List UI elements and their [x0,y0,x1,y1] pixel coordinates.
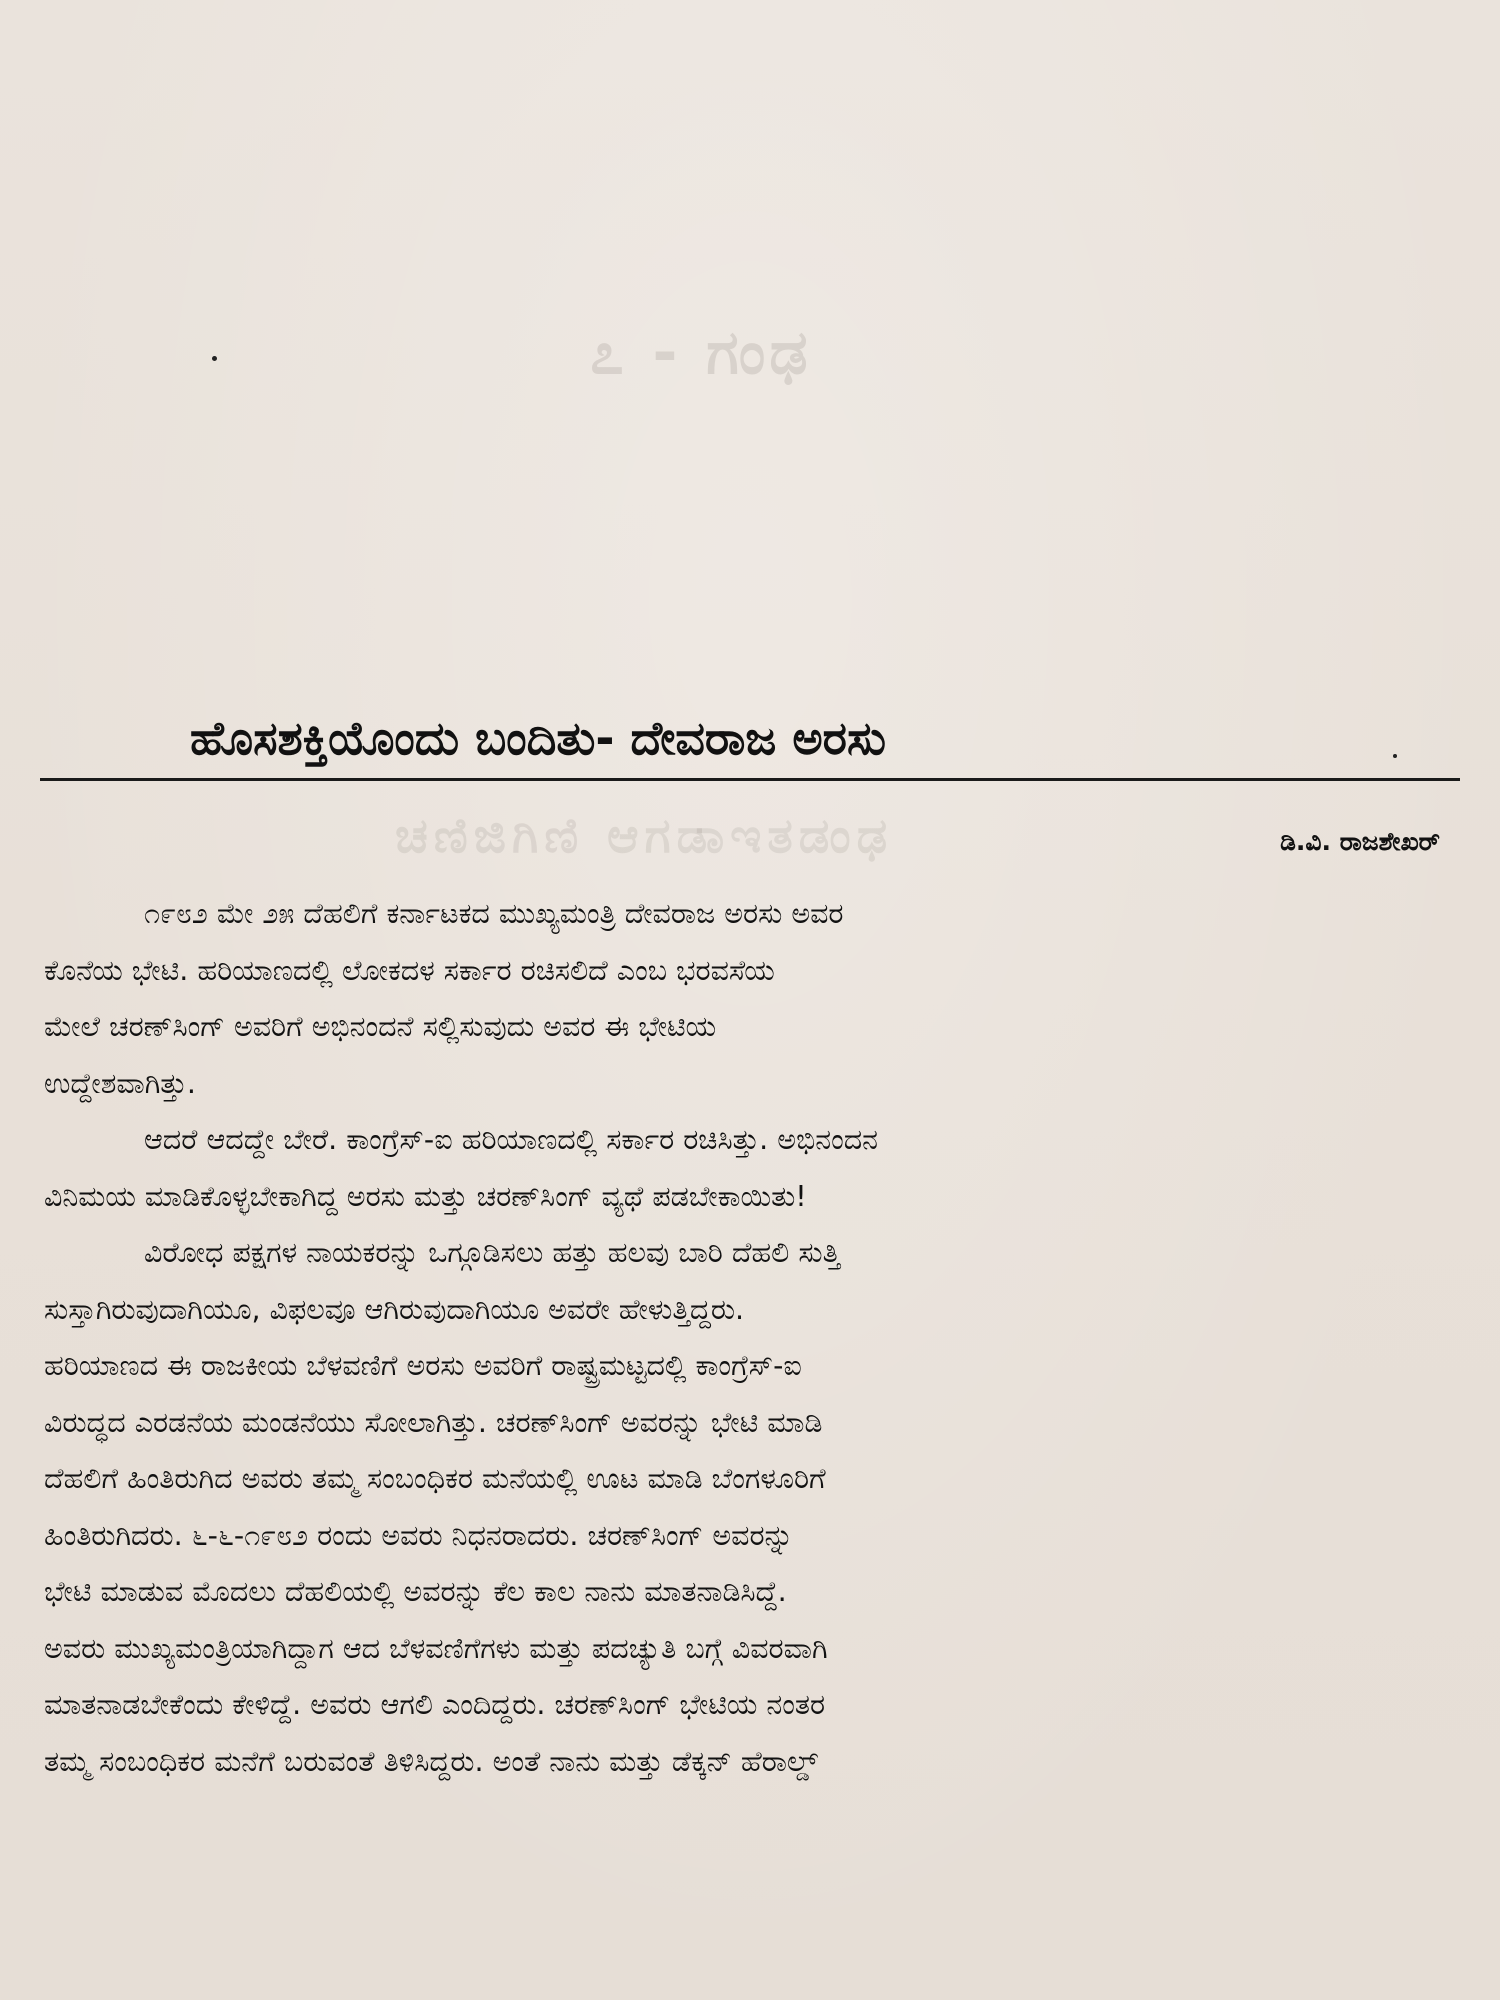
show-through-heading: ೭ - ಗಂಢ [590,318,812,388]
paragraph-3-line: ಭೇಟಿ ಮಾಡುವ ಮೊದಲು ದೆಹಲಿಯಲ್ಲಿ ಅವರನ್ನು ಕೆಲ ಕಾಲ ನಾನು ಮಾತನಾಡಿಸಿದ್ದೆ. [44,1575,787,1608]
ink-speck [212,356,217,361]
author-byline: ಡಿ.ವಿ. ರಾಜಶೇಖರ್ [1280,827,1440,856]
paragraph-1-line: ಮೇಲೆ ಚರಣ್‌ಸಿಂಗ್ ಅವರಿಗೆ ಅಭಿನಂದನೆ ಸಲ್ಲಿಸುವುದು ಅವರ ಈ ಭೇಟಿಯ [44,1010,717,1043]
title-rule [40,778,1460,781]
paragraph-3-line: ಹರಿಯಾಣದ ಈ ರಾಜಕೀಯ ಬೆಳವಣಿಗೆ ಅರಸು ಅವರಿಗೆ ರಾಷ್ಟ್ರಮಟ್ಟದಲ್ಲಿ ಕಾಂಗ್ರೆಸ್-ಐ [44,1349,802,1382]
article-body [44,886,1460,1986]
paragraph-1-line: ೧೯೮೨ ಮೇ ೨೫ ದೆಹಲಿಗೆ ಕರ್ನಾಟಕದ ಮುಖ್ಯಮಂತ್ರಿ ದೇವರಾಜ ಅರಸು ಅವರ [144,897,844,930]
paragraph-3-line: ಮಾತನಾಡಬೇಕೆಂದು ಕೇಳಿದ್ದೆ. ಅವರು ಆಗಲಿ ಎಂದಿದ್ದರು. ಚರಣ್‌ಸಿಂಗ್ ಭೇಟಿಯ ನಂತರ [44,1688,826,1721]
paragraph-2-line: ವಿನಿಮಯ ಮಾಡಿಕೊಳ್ಳಬೇಕಾಗಿದ್ದ ಅರಸು ಮತ್ತು ಚರಣ್‌ಸಿಂಗ್ ವ್ಯಥೆ ಪಡಬೇಕಾಯಿತು! [44,1179,807,1213]
paragraph-1-line: ಕೊನೆಯ ಭೇಟಿ. ಹರಿಯಾಣದಲ್ಲಿ ಲೋಕದಳ ಸರ್ಕಾರ ರಚಿಸಲಿದೆ ಎಂಬ ಭರವಸೆಯ [44,953,775,987]
paragraph-3-line: ಅವರು ಮುಖ್ಯಮಂತ್ರಿಯಾಗಿದ್ದಾಗ ಆದ ಬೆಳವಣಿಗೆಗಳು ಮತ್ತು ಪದಚ್ಯುತಿ ಬಗ್ಗೆ ವಿವರವಾಗಿ [44,1631,828,1665]
ink-speck [1393,754,1397,758]
paragraph-2-line: ಆದರೆ ಆದದ್ದೇ ಬೇರೆ. ಕಾಂಗ್ರೆಸ್-ಐ ಹರಿಯಾಣದಲ್ಲಿ ಸರ್ಕಾರ ರಚಿಸಿತ್ತು. ಅಭಿನಂದನ [144,1123,878,1156]
paragraph-3-line: ದೆಹಲಿಗೆ ಹಿಂತಿರುಗಿದ ಅವರು ತಮ್ಮ ಸಂಬಂಧಿಕರ ಮನೆಯಲ್ಲಿ ಊಟ ಮಾಡಿ ಬೆಂಗಳೂರಿಗೆ [44,1462,826,1495]
paragraph-3-line: ತಮ್ಮ ಸಂಬಂಧಿಕರ ಮನೆಗೆ ಬರುವಂತೆ ತಿಳಿಸಿದ್ದರು. ಅಂತೆ ನಾನು ಮತ್ತು ಡೆಕ್ಕನ್ ಹೆರಾಲ್ಡ್ [44,1744,818,1778]
paragraph-3-line: ಹಿಂತಿರುಗಿದರು. ೬-೬-೧೯೮೨ ರಂದು ಅವರು ನಿಧನರಾದರು. ಚರಣ್‌ಸಿಂಗ್ ಅವರನ್ನು [44,1518,794,1552]
show-through-subheading: ಚಣಿಜಿಗಿಣಿ ಆಗಡಾಇತಡಂಢ [395,808,894,864]
paragraph-3-line: ವಿರುದ್ಧದ ಎರಡನೆಯ ಮಂಡನೆಯು ಸೋಲಾಗಿತ್ತು. ಚರಣ್‌ಸಿಂಗ್ ಅವರನ್ನು ಭೇಟಿ ಮಾಡಿ [44,1405,823,1439]
paragraph-3-line: ವಿರೋಧ ಪಕ್ಷಗಳ ನಾಯಕರನ್ನು ಒಗ್ಗೂಡಿಸಲು ಹತ್ತು ಹಲವು ಬಾರಿ ದೆಹಲಿ ಸುತ್ತಿ [144,1236,841,1269]
paragraph-3-line: ಸುಸ್ತಾಗಿರುವುದಾಗಿಯೂ, ವಿಫಲವೂ ಆಗಿರುವುದಾಗಿಯೂ ಅವರೇ ಹೇಳುತ್ತಿದ್ದರು. [44,1292,745,1326]
article-title: ಹೊಸಶಕ್ತಿಯೊಂದು ಬಂದಿತು- ದೇವರಾಜ ಅರಸು [190,711,887,765]
paragraph-1-line: ಉದ್ದೇಶವಾಗಿತ್ತು. [44,1066,196,1100]
